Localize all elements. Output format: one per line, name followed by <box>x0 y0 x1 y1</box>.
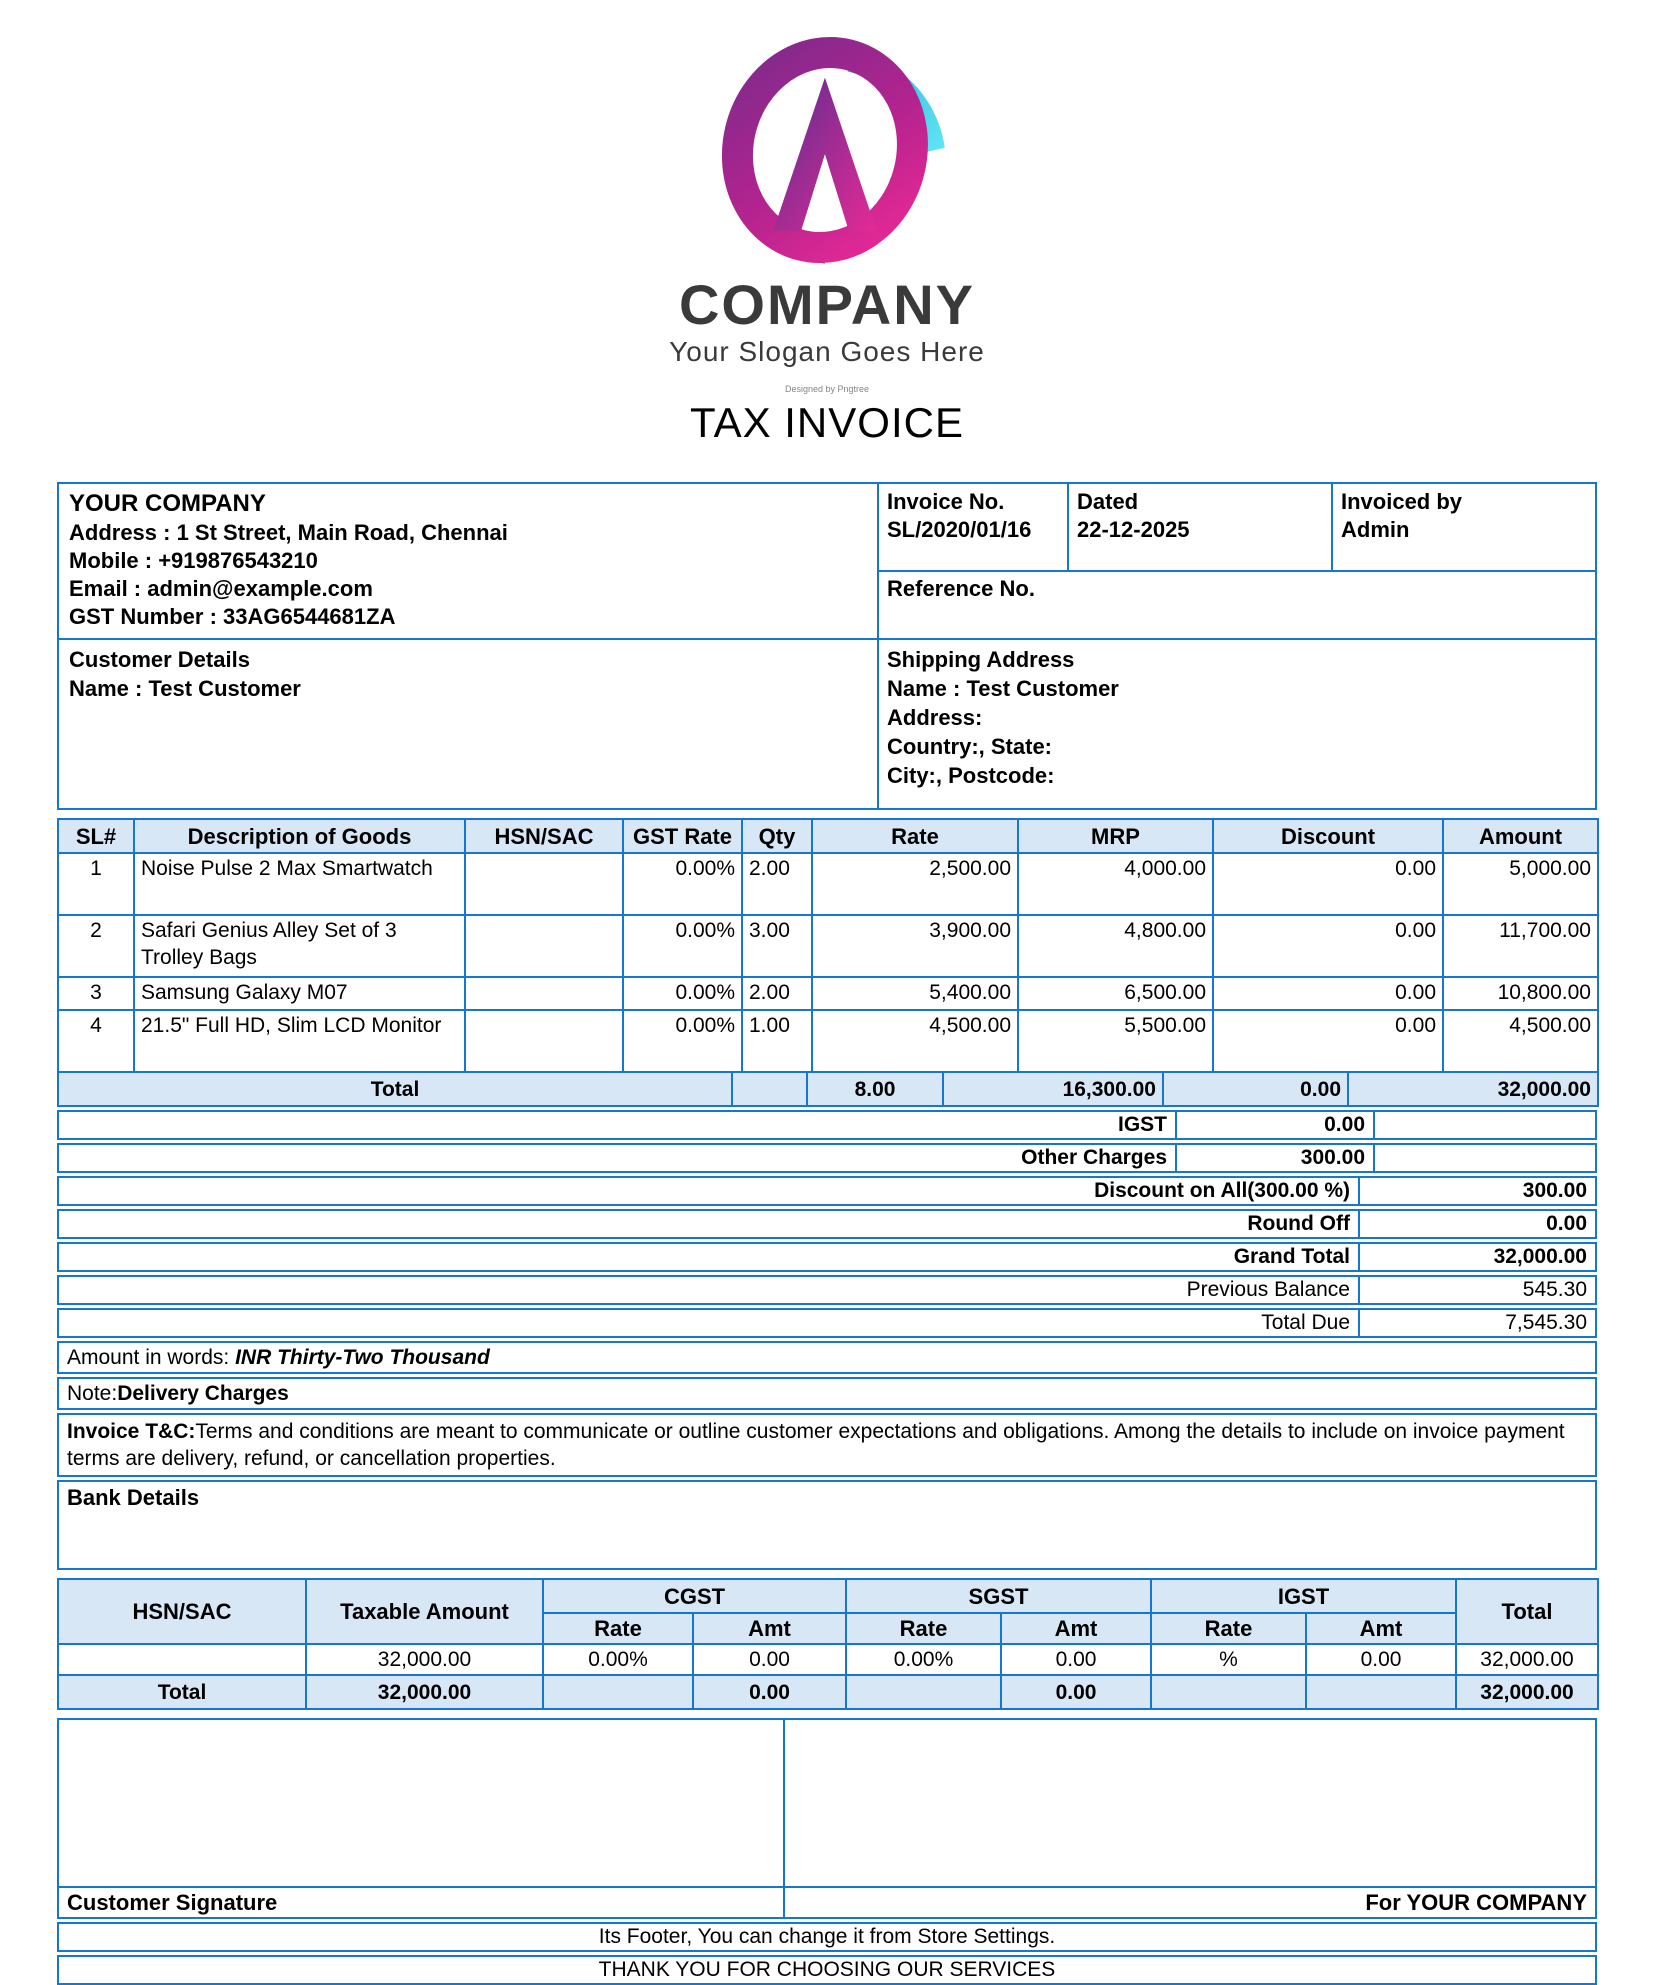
shipping-box <box>877 640 1595 808</box>
tnc-text: Terms and conditions are meant to communicate or outline customer expectations and obligations. Among the details to include on invoice payment terms are delivery, refund, or cancellation properties. <box>67 1420 1565 1470</box>
tax-col-taxable: Taxable Amount <box>306 1579 543 1644</box>
items-total-amount: 32,000.00 <box>1348 1072 1598 1106</box>
item-qty: 2.00 <box>742 977 812 1010</box>
reference-no-label: Reference No. <box>879 570 1595 638</box>
invoiced-by-cell <box>1331 484 1595 570</box>
item-gst: 0.00% <box>623 915 742 977</box>
for-company-label: For YOUR COMPANY <box>1365 1890 1587 1915</box>
item-discount: 0.00 <box>1213 853 1443 915</box>
footer-note: Its Footer, You can change it from Store Settings. <box>57 1922 1597 1952</box>
amount-in-words-row <box>57 1341 1597 1374</box>
tax-total-sgst-amt: 0.00 <box>1001 1675 1151 1709</box>
shipping-address: Address: <box>887 705 983 730</box>
summary-row-discount <box>57 1176 1597 1206</box>
item-hsn <box>465 1010 623 1072</box>
col-qty: Qty <box>742 819 812 853</box>
total-due-value: 7,545.30 <box>1358 1310 1595 1336</box>
igst-amt-col: Amt <box>1306 1613 1456 1644</box>
item-row <box>58 977 1598 1010</box>
tax-header-row <box>58 1579 1598 1613</box>
item-desc: 21.5" Full HD, Slim LCD Monitor <box>134 1010 465 1072</box>
other-charges-label: Other Charges <box>1021 1146 1167 1169</box>
bank-details-title: Bank Details <box>67 1485 200 1510</box>
tax-hsn <box>58 1644 306 1675</box>
sgst-amt-col: Amt <box>1001 1613 1151 1644</box>
item-qty: 2.00 <box>742 853 812 915</box>
company-signature-area <box>785 1720 1595 1886</box>
tax-col-igst: IGST <box>1151 1579 1456 1613</box>
item-amount: 10,800.00 <box>1443 977 1598 1010</box>
invoice-no-cell <box>879 484 1067 570</box>
signature-label-row <box>57 1886 1597 1919</box>
invoice-meta-box <box>877 484 1595 638</box>
summary-row-round-off <box>57 1209 1597 1239</box>
round-off-label: Round Off <box>1247 1212 1350 1235</box>
items-table <box>57 818 1599 1073</box>
company-logo-icon <box>703 26 951 274</box>
item-mrp: 4,800.00 <box>1018 915 1213 977</box>
col-rate: Rate <box>812 819 1018 853</box>
tax-col-total: Total <box>1456 1579 1598 1644</box>
item-rate: 4,500.00 <box>812 1010 1018 1072</box>
cgst-rate-col: Rate <box>543 1613 693 1644</box>
tax-total-blank <box>543 1675 693 1709</box>
tax-cgst-amt: 0.00 <box>693 1644 846 1675</box>
igst-value: 0.00 <box>1175 1112 1373 1138</box>
customer-signature-area <box>59 1720 785 1886</box>
summary-row-igst <box>57 1110 1597 1140</box>
item-sl: 4 <box>58 1010 134 1072</box>
item-sl: 3 <box>58 977 134 1010</box>
discount-all-value: 300.00 <box>1358 1178 1595 1204</box>
tax-sgst-amt: 0.00 <box>1001 1644 1151 1675</box>
grand-total-label: Grand Total <box>1233 1245 1350 1268</box>
sgst-rate-col: Rate <box>846 1613 1001 1644</box>
dated-label: Dated <box>1077 489 1139 514</box>
col-discount: Discount <box>1213 819 1443 853</box>
col-mrp: MRP <box>1018 819 1213 853</box>
tax-total-row <box>58 1675 1598 1709</box>
item-hsn <box>465 977 623 1010</box>
shipping-city-postcode: City:, Postcode: <box>887 763 1055 788</box>
item-rate: 3,900.00 <box>812 915 1018 977</box>
item-discount: 0.00 <box>1213 915 1443 977</box>
item-row <box>58 915 1598 977</box>
item-sl: 1 <box>58 853 134 915</box>
shipping-title: Shipping Address <box>887 647 1075 672</box>
items-total-qty: 8.00 <box>807 1072 943 1106</box>
tax-col-cgst: CGST <box>543 1579 846 1613</box>
customer-signature-label: Customer Signature <box>59 1888 785 1917</box>
item-desc: Samsung Galaxy M07 <box>134 977 465 1010</box>
item-amount: 4,500.00 <box>1443 1010 1598 1072</box>
col-description: Description of Goods <box>134 819 465 853</box>
shipping-country-state: Country:, State: <box>887 734 1052 759</box>
tax-total-label: Total <box>58 1675 306 1709</box>
tax-total: 32,000.00 <box>1456 1644 1598 1675</box>
tax-igst-rate: % <box>1151 1644 1306 1675</box>
tax-col-sgst: SGST <box>846 1579 1151 1613</box>
summary-row-previous-balance <box>57 1275 1597 1305</box>
summary-row-grand-total <box>57 1242 1597 1272</box>
col-amount: Amount <box>1443 819 1598 853</box>
igst-label: IGST <box>1117 1113 1167 1136</box>
item-amount: 5,000.00 <box>1443 853 1598 915</box>
items-total-row <box>57 1071 1599 1107</box>
items-total-label: Total <box>58 1072 732 1106</box>
customer-name: Name : Test Customer <box>69 676 301 701</box>
seller-gst: GST Number : 33AG6544681ZA <box>69 604 396 629</box>
seller-name: YOUR COMPANY <box>69 490 266 517</box>
seller-email: Email : admin@example.com <box>69 576 373 601</box>
tax-sgst-rate: 0.00% <box>846 1644 1001 1675</box>
shipping-name: Name : Test Customer <box>887 676 1119 701</box>
item-gst: 0.00% <box>623 977 742 1010</box>
header-info-section <box>57 482 1597 640</box>
item-mrp: 4,000.00 <box>1018 853 1213 915</box>
item-hsn <box>465 915 623 977</box>
amount-in-words-value: INR Thirty-Two Thousand <box>235 1346 490 1369</box>
previous-balance-value: 545.30 <box>1358 1277 1595 1303</box>
note-value: Delivery Charges <box>117 1382 289 1405</box>
other-charges-value: 300.00 <box>1175 1145 1373 1171</box>
company-slogan: Your Slogan Goes Here <box>669 336 985 367</box>
customer-title: Customer Details <box>69 647 250 672</box>
note-label: Note: <box>67 1382 118 1405</box>
col-gst-rate: GST Rate <box>623 819 742 853</box>
round-off-value: 0.00 <box>1358 1211 1595 1237</box>
item-rate: 2,500.00 <box>812 853 1018 915</box>
item-mrp: 5,500.00 <box>1018 1010 1213 1072</box>
item-gst: 0.00% <box>623 1010 742 1072</box>
previous-balance-label: Previous Balance <box>1186 1278 1350 1301</box>
designer-credit: Designed by Pngtree <box>784 384 870 394</box>
tnc-row <box>57 1413 1597 1477</box>
summary-row-other-charges <box>57 1143 1597 1173</box>
document-title: TAX INVOICE <box>690 399 964 446</box>
items-total-discount: 0.00 <box>1163 1072 1348 1106</box>
amount-in-words-label: Amount in words: <box>67 1346 236 1369</box>
invoice-document <box>57 482 1597 1985</box>
summary-blank <box>1373 1145 1595 1171</box>
summary-row-total-due <box>57 1308 1597 1338</box>
discount-all-label: Discount on All(300.00 %) <box>1094 1179 1350 1202</box>
item-gst: 0.00% <box>623 853 742 915</box>
brand-header <box>0 0 1654 448</box>
tax-taxable: 32,000.00 <box>306 1644 543 1675</box>
seller-mobile: Mobile : +919876543210 <box>69 548 318 573</box>
signature-box <box>57 1718 1597 1888</box>
tax-total-blank <box>846 1675 1001 1709</box>
invoice-no-label: Invoice No. <box>887 489 1005 514</box>
tax-total-amount: 32,000.00 <box>1456 1675 1598 1709</box>
item-desc: Noise Pulse 2 Max Smartwatch <box>134 853 465 915</box>
tax-total-blank <box>1151 1675 1306 1709</box>
col-hsn: HSN/SAC <box>465 819 623 853</box>
item-desc: Safari Genius Alley Set of 3 Trolley Bags <box>134 915 465 977</box>
customer-box <box>59 640 877 808</box>
item-discount: 0.00 <box>1213 977 1443 1010</box>
customer-section <box>57 638 1597 810</box>
summary-blank <box>1373 1112 1595 1138</box>
tax-total-blank <box>1306 1675 1456 1709</box>
bank-details-box <box>57 1480 1597 1570</box>
items-header-row <box>58 819 1598 853</box>
dated-value: 22-12-2025 <box>1077 517 1190 542</box>
invoiced-by-label: Invoiced by <box>1341 489 1463 514</box>
item-mrp: 6,500.00 <box>1018 977 1213 1010</box>
col-sl: SL# <box>58 819 134 853</box>
total-due-label: Total Due <box>1261 1311 1350 1334</box>
items-total-rate: 16,300.00 <box>943 1072 1163 1106</box>
item-discount: 0.00 <box>1213 1010 1443 1072</box>
tax-total-taxable: 32,000.00 <box>306 1675 543 1709</box>
tnc-label: Invoice T&C: <box>67 1420 196 1443</box>
tax-igst-amt: 0.00 <box>1306 1644 1456 1675</box>
item-row <box>58 1010 1598 1072</box>
tax-data-row <box>58 1644 1598 1675</box>
invoiced-by-value: Admin <box>1341 517 1410 542</box>
item-sl: 2 <box>58 915 134 977</box>
tax-cgst-rate: 0.00% <box>543 1644 693 1675</box>
items-total-blank <box>732 1072 807 1106</box>
item-rate: 5,400.00 <box>812 977 1018 1010</box>
invoice-no-value: SL/2020/01/16 <box>887 517 1032 542</box>
company-wordmark: COMPANY <box>678 273 976 336</box>
seller-box <box>59 484 877 638</box>
item-row <box>58 853 1598 915</box>
grand-total-value: 32,000.00 <box>1358 1244 1595 1270</box>
tax-summary-table <box>57 1578 1599 1710</box>
cgst-amt-col: Amt <box>693 1613 846 1644</box>
item-amount: 11,700.00 <box>1443 915 1598 977</box>
thank-you-note: THANK YOU FOR CHOOSING OUR SERVICES <box>57 1955 1597 1985</box>
tax-col-hsn: HSN/SAC <box>58 1579 306 1644</box>
tax-total-cgst-amt: 0.00 <box>693 1675 846 1709</box>
item-qty: 3.00 <box>742 915 812 977</box>
item-qty: 1.00 <box>742 1010 812 1072</box>
dated-cell <box>1067 484 1331 570</box>
note-row <box>57 1377 1597 1410</box>
igst-rate-col: Rate <box>1151 1613 1306 1644</box>
item-hsn <box>465 853 623 915</box>
seller-address: Address : 1 St Street, Main Road, Chennai <box>69 520 508 545</box>
